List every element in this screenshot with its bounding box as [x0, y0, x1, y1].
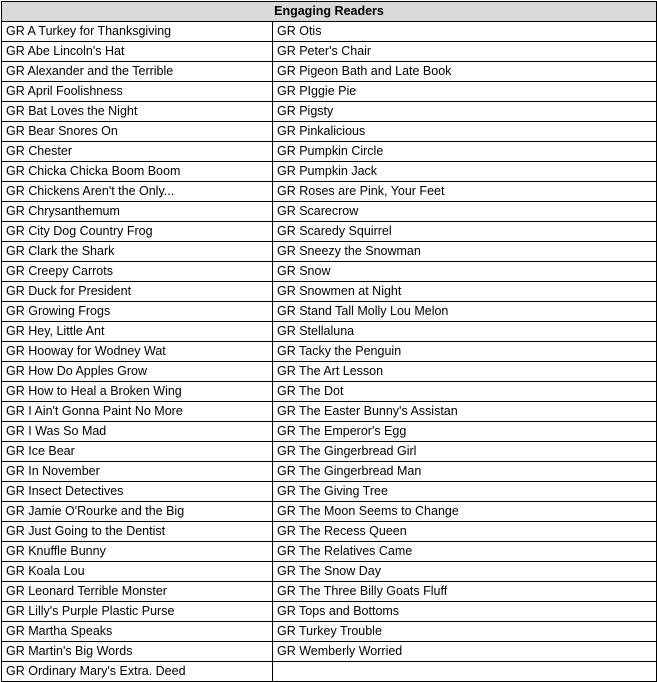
cell-column-a[interactable]: GR A Turkey for Thanksgiving	[2, 22, 273, 42]
cell-column-a[interactable]: GR Chester	[2, 142, 273, 162]
table-body	[2, 22, 657, 682]
table-title[interactable]: Engaging Readers	[2, 2, 657, 22]
cell-column-a[interactable]: GR Bear Snores On	[2, 122, 273, 142]
cell-column-a[interactable]: GR Clark the Shark	[2, 242, 273, 262]
cell-column-b[interactable]: GR Pinkalicious	[273, 122, 657, 142]
table-row	[2, 502, 657, 522]
cell-column-b[interactable]: GR Tacky the Penguin	[273, 342, 657, 362]
table-row	[2, 222, 657, 242]
table-row	[2, 402, 657, 422]
table-row	[2, 462, 657, 482]
cell-column-b[interactable]: GR The Moon Seems to Change	[273, 502, 657, 522]
cell-column-b[interactable]: GR The Recess Queen	[273, 522, 657, 542]
cell-column-b[interactable]: GR Scarecrow	[273, 202, 657, 222]
table-row	[2, 42, 657, 62]
table-row	[2, 562, 657, 582]
table-row	[2, 442, 657, 462]
table-row	[2, 482, 657, 502]
cell-column-a[interactable]: GR Alexander and the Terrible	[2, 62, 273, 82]
cell-column-a[interactable]: GR Leonard Terrible Monster	[2, 582, 273, 602]
cell-column-b[interactable]: GR Pigeon Bath and Late Book	[273, 62, 657, 82]
table-row	[2, 102, 657, 122]
cell-column-a[interactable]: GR I Ain't Gonna Paint No More	[2, 402, 273, 422]
table-row	[2, 122, 657, 142]
cell-column-b[interactable]: GR The Relatives Came	[273, 542, 657, 562]
table-row	[2, 262, 657, 282]
cell-column-a[interactable]: GR Ordinary Mary's Extra. Deed	[2, 662, 273, 682]
cell-column-a[interactable]: GR Bat Loves the Night	[2, 102, 273, 122]
table-row	[2, 302, 657, 322]
cell-column-a[interactable]: GR Growing Frogs	[2, 302, 273, 322]
cell-column-b[interactable]: GR PIggie Pie	[273, 82, 657, 102]
cell-column-b[interactable]: GR Scaredy Squirrel	[273, 222, 657, 242]
table-row	[2, 582, 657, 602]
cell-column-a[interactable]: GR Ice Bear	[2, 442, 273, 462]
cell-column-a[interactable]: GR Duck for President	[2, 282, 273, 302]
header-row	[2, 2, 657, 22]
table-row	[2, 282, 657, 302]
table-row	[2, 642, 657, 662]
cell-column-a[interactable]: GR Knuffle Bunny	[2, 542, 273, 562]
cell-column-a[interactable]: GR Martin's Big Words	[2, 642, 273, 662]
cell-column-a[interactable]: GR Jamie O'Rourke and the Big	[2, 502, 273, 522]
cell-column-b[interactable]: GR The Emperor's Egg	[273, 422, 657, 442]
table-row	[2, 242, 657, 262]
table-row	[2, 342, 657, 362]
cell-column-a[interactable]: GR Koala Lou	[2, 562, 273, 582]
cell-column-b[interactable]: GR Otis	[273, 22, 657, 42]
cell-column-a[interactable]: GR I Was So Mad	[2, 422, 273, 442]
cell-column-b[interactable]: GR Stand Tall Molly Lou Melon	[273, 302, 657, 322]
cell-column-b[interactable]: GR Pumpkin Circle	[273, 142, 657, 162]
cell-column-b[interactable]: GR Peter's Chair	[273, 42, 657, 62]
engaging-readers-table	[1, 1, 657, 682]
cell-column-b[interactable]: GR The Art Lesson	[273, 362, 657, 382]
table-row	[2, 142, 657, 162]
cell-column-b[interactable]: GR The Easter Bunny's Assistan	[273, 402, 657, 422]
cell-column-b[interactable]: GR Turkey Trouble	[273, 622, 657, 642]
table-row	[2, 522, 657, 542]
cell-column-b[interactable]: GR Snowmen at Night	[273, 282, 657, 302]
cell-column-a[interactable]: GR Chrysanthemum	[2, 202, 273, 222]
table-row	[2, 62, 657, 82]
cell-column-b[interactable]: GR The Snow Day	[273, 562, 657, 582]
cell-column-a[interactable]: GR Hey, Little Ant	[2, 322, 273, 342]
table-row	[2, 202, 657, 222]
cell-column-b[interactable]: GR The Giving Tree	[273, 482, 657, 502]
table-row	[2, 382, 657, 402]
cell-column-a[interactable]: GR Hooway for Wodney Wat	[2, 342, 273, 362]
cell-column-a[interactable]: GR April Foolishness	[2, 82, 273, 102]
table-row	[2, 422, 657, 442]
cell-column-b[interactable]	[273, 662, 657, 682]
cell-column-a[interactable]: GR City Dog Country Frog	[2, 222, 273, 242]
cell-column-a[interactable]: GR In November	[2, 462, 273, 482]
cell-column-a[interactable]: GR Martha Speaks	[2, 622, 273, 642]
cell-column-a[interactable]: GR Chicka Chicka Boom Boom	[2, 162, 273, 182]
cell-column-b[interactable]: GR The Gingerbread Man	[273, 462, 657, 482]
spreadsheet-sheet	[1, 1, 656, 682]
cell-column-a[interactable]: GR Just Going to the Dentist	[2, 522, 273, 542]
cell-column-b[interactable]: GR Pumpkin Jack	[273, 162, 657, 182]
cell-column-b[interactable]: GR Wemberly Worried	[273, 642, 657, 662]
cell-column-b[interactable]: GR The Dot	[273, 382, 657, 402]
table-row	[2, 322, 657, 342]
table-row	[2, 162, 657, 182]
cell-column-a[interactable]: GR How Do Apples Grow	[2, 362, 273, 382]
table-row	[2, 602, 657, 622]
cell-column-a[interactable]: GR Insect Detectives	[2, 482, 273, 502]
cell-column-b[interactable]: GR Roses are Pink, Your Feet	[273, 182, 657, 202]
cell-column-a[interactable]: GR Creepy Carrots	[2, 262, 273, 282]
table-row	[2, 622, 657, 642]
table-row	[2, 22, 657, 42]
cell-column-b[interactable]: GR Stellaluna	[273, 322, 657, 342]
table-row	[2, 82, 657, 102]
cell-column-b[interactable]: GR Tops and Bottoms	[273, 602, 657, 622]
cell-column-a[interactable]: GR Chickens Aren't the Only...	[2, 182, 273, 202]
cell-column-a[interactable]: GR Lilly's Purple Plastic Purse	[2, 602, 273, 622]
cell-column-b[interactable]: GR The Gingerbread Girl	[273, 442, 657, 462]
cell-column-a[interactable]: GR How to Heal a Broken Wing	[2, 382, 273, 402]
table-row	[2, 182, 657, 202]
cell-column-b[interactable]: GR Snow	[273, 262, 657, 282]
table-row	[2, 362, 657, 382]
cell-column-b[interactable]: GR Pigsty	[273, 102, 657, 122]
cell-column-a[interactable]: GR Abe Lincoln's Hat	[2, 42, 273, 62]
table-row	[2, 542, 657, 562]
cell-column-b[interactable]: GR The Three Billy Goats Fluff	[273, 582, 657, 602]
table-row	[2, 662, 657, 682]
cell-column-b[interactable]: GR Sneezy the Snowman	[273, 242, 657, 262]
